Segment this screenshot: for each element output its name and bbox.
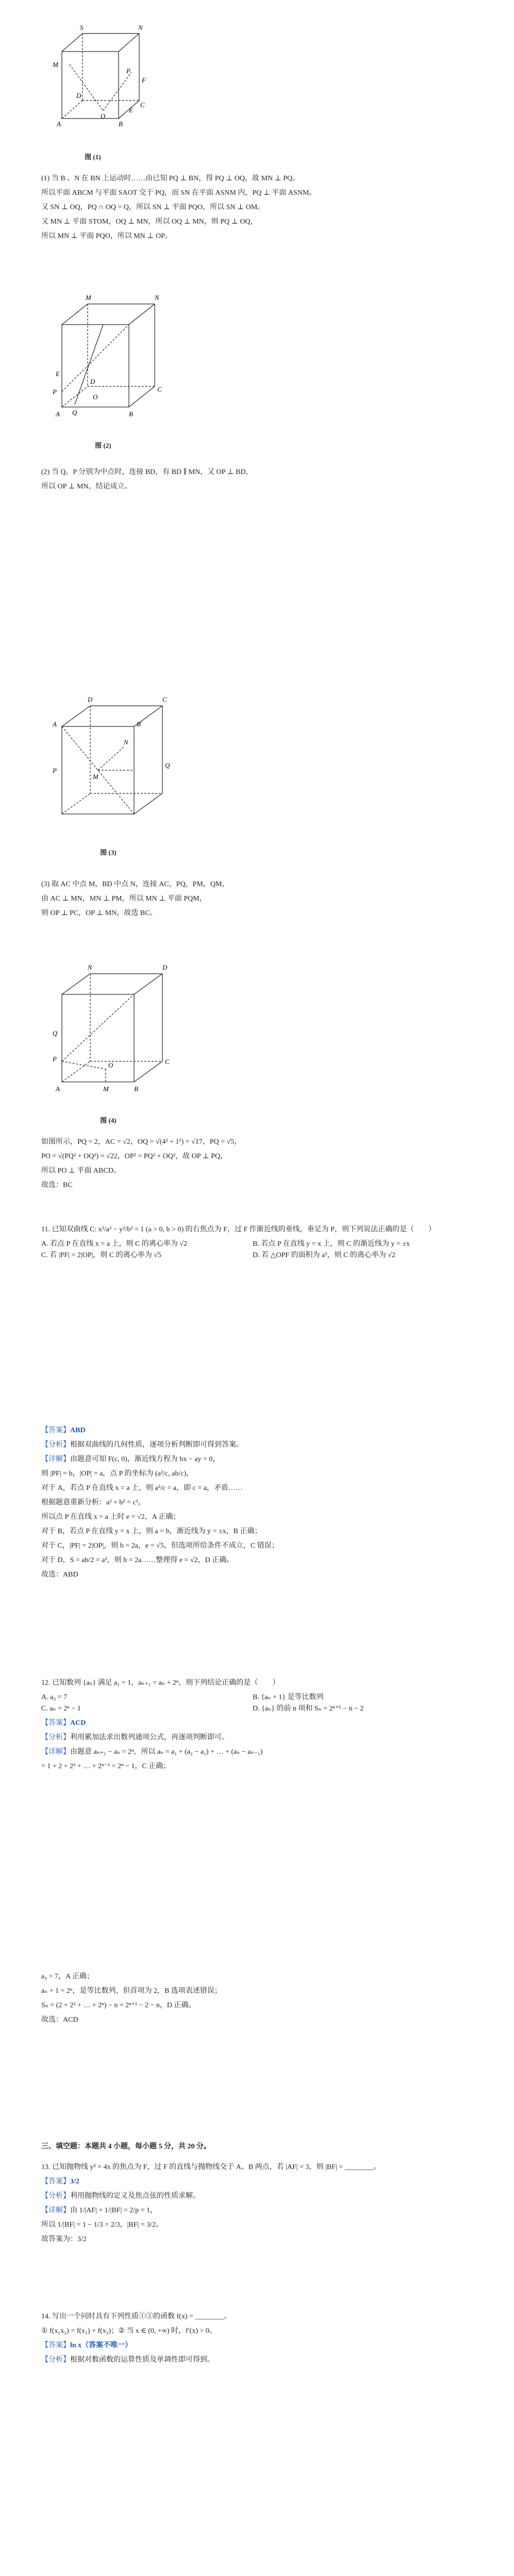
text-line: 又 MN ⊥ 平面 STOM，OQ ⊥ MN，所以 OQ ⊥ MN，则 PQ ⊥ OQ， [41, 218, 258, 226]
details-label: 【详解】 [41, 1455, 70, 1463]
question-11 [41, 1221, 474, 1261]
label-N: N [88, 963, 92, 971]
text-line: 所以 PO ⊥ 平面 ABCD。 [41, 1167, 121, 1175]
answer-value: 3/2 [70, 2178, 79, 2185]
label-E: E [56, 370, 60, 378]
cube-figure-3 [41, 690, 175, 845]
analysis-label: 【分析】 [41, 2192, 70, 2200]
details-text: 由 1/|AF| + 1/|BF| = 2/p = 1， [70, 2207, 158, 2214]
details-line: 对于 D，S = ab/2 = a²，则 b = 2a……整理得 e = √2，D 正确。 [41, 1556, 234, 1564]
details-line: 故选：ACD [41, 2016, 78, 2024]
figure-3 [41, 690, 474, 857]
cube-figure-4 [41, 958, 175, 1113]
analysis-label: 【分析】 [41, 1734, 70, 1741]
details-text: 由题意可知 F(c, 0)，渐近线方程为 bx − ay = 0， [70, 1455, 220, 1463]
details-line: 对于 A，若点 P 在直线 x = a 上，则 a²/c = a，即 c = a，矛盾…… [41, 1484, 243, 1492]
figure-2-caption: 图 (2) [95, 442, 111, 449]
label-O: O [108, 1061, 113, 1069]
label-A: A [56, 1085, 60, 1093]
figure-2 [41, 289, 474, 450]
label-M: M [86, 294, 91, 301]
details-line: 所以 1/|BF| = 1 − 1/3 = 2/3，|BF| = 3/2。 [41, 2221, 163, 2229]
option-d: D. {aₙ} 的前 n 项和 Sₙ = 2ⁿ⁺¹ − n − 2 [253, 1705, 364, 1713]
question-14 [41, 2308, 474, 2369]
details-text: 由题意 aₙ₊₁ − aₙ = 2ⁿ，所以 aₙ = a₁ + (a₂ − a₁) + … + (aₙ − aₙ₋₁) [70, 1748, 263, 1756]
label-B: B [137, 720, 141, 728]
question-13 [41, 2159, 474, 2248]
details-line: a₃ = 7，A 正确； [41, 1973, 94, 1980]
figure-1-caption: 图 (1) [85, 153, 101, 161]
figure-1 [41, 21, 474, 161]
analysis-label: 【分析】 [41, 2356, 70, 2364]
label-F: F [142, 76, 146, 84]
details-line: 故答案为：3/2 [41, 2235, 87, 2243]
label-A: A [53, 720, 57, 728]
label-C: C [140, 101, 145, 109]
label-A: A [56, 410, 60, 418]
label-D: D [90, 378, 95, 385]
details-line: 故选：ABD [41, 1571, 78, 1579]
analysis-text: 利用累加法求出数列通项公式，再逐项判断即可。 [70, 1734, 229, 1741]
solution-part-2 [41, 464, 474, 496]
details-label: 【详解】 [41, 1748, 70, 1756]
cube-figure-2 [41, 289, 165, 438]
label-B: B [129, 410, 133, 418]
label-P: P [126, 67, 130, 75]
details-line: 对于 C，|PF| = 2|OP|，则 b = 2a，e = √5，但选项所给条件不成立，C 错误； [41, 1542, 279, 1550]
text-line: (3) 取 AC 中点 M，BD 中点 N，连接 AC，PQ，PM，QM， [41, 880, 229, 888]
answer-label: 【答案】 [41, 2342, 70, 2349]
label-Q: Q [165, 761, 170, 769]
label-B: B [119, 120, 123, 128]
details-line: aₙ + 1 = 2ⁿ，是等比数列，但首项为 2，B 选项表述错误； [41, 1987, 222, 1995]
label-A: A [57, 120, 61, 128]
answer-11 [41, 1422, 474, 1584]
solution-part-1 [41, 170, 474, 245]
text-line: 又 SN ⊥ OQ，PQ ∩ OQ = Q，所以 SN ⊥ 平面 PQO，所以 SN ⊥ OM。 [41, 204, 265, 211]
question-stem: 12. 已知数列 {aₙ} 满足 a₁ = 1，aₙ₊₁ = aₙ + 2ⁿ，则下列结论正确的是（ ） [41, 1679, 280, 1687]
figure-4-caption: 图 (4) [100, 1116, 117, 1124]
question-stem: 14. 写出一个同时具有下列性质①②的函数 f(x) = ________。 [41, 2313, 231, 2320]
label-M: M [103, 1085, 109, 1093]
label-P: P [53, 767, 57, 774]
label-E: E [129, 106, 133, 114]
question-stem: 11. 已知双曲线 C: x²/a² − y²/b² = 1 (a > 0, b > 0) 的右焦点为 F，过 F 作渐近线的垂线，垂足为 P，则下列说法正确的是（ ） [41, 1226, 436, 1233]
text-line: 由 AC ⊥ MN，MN ⊥ PM，所以 MN ⊥ 平面 PQM， [41, 895, 207, 903]
details-line: 对于 B，若点 P 在直线 y = x 上，则 a = b，渐近线为 y = ±x，B 正确； [41, 1528, 262, 1535]
label-D: D [88, 696, 93, 703]
option-a: A. a₃ = 7 [41, 1693, 68, 1701]
answer-label: 【答案】 [41, 1427, 70, 1434]
section-heading: 三、填空题：本题共 4 小题，每小题 5 分，共 20 分。 [41, 2143, 211, 2150]
label-S: S [80, 24, 84, 31]
options [41, 1692, 474, 1715]
text-line: 则 OP ⊥ PC，OP ⊥ MN，故选 BC。 [41, 909, 157, 917]
label-O: O [93, 393, 98, 401]
label-D: D [76, 92, 81, 99]
question-12 [41, 1674, 474, 1775]
label-N: N [155, 294, 159, 301]
solution-part-3 [41, 876, 474, 922]
figure-3-caption: 图 (3) [100, 849, 117, 856]
analysis-text: 利用抛物线的定义及焦点弦的性质求解。 [70, 2192, 200, 2200]
option-d: D. 若 △OPF 的面积为 a²，则 C 的离心率为 √2 [253, 1251, 395, 1259]
cube-figure-1 [41, 21, 144, 149]
question-stem: 13. 已知抛物线 y² = 4x 的焦点为 F，过 F 的直线与抛物线交于 A、B 两点，若 |AF| = 3，则 |BF| = ________。 [41, 2163, 381, 2171]
option-a: A. 若点 P 在直线 x = a 上，则 C 的离心率为 √2 [41, 1240, 188, 1248]
text-line: (1) 当 B 、N 在 BN 上运动时……由已知 PQ ⊥ BN，得 PQ ⊥ OQ，故 MN ⊥ PQ。 [41, 175, 300, 182]
label-P: P [53, 1055, 57, 1063]
answer-value: ln x（答案不唯一） [70, 2342, 132, 2349]
label-M: M [53, 61, 58, 69]
text-line: 所以 OP ⊥ MN，结论成立。 [41, 483, 132, 490]
label-P: P [53, 388, 57, 396]
question-item: ① f(x₁x₂) = f(x₁) + f(x₂)；② 当 x ∈ (0, +∞) 时，f′(x) > 0。 [41, 2327, 217, 2335]
question-12-continued [41, 1968, 474, 2029]
details-line: 所以点 P 在直线 x = a 上时 e = √2，A 正确； [41, 1513, 180, 1521]
analysis-label: 【分析】 [41, 1441, 70, 1449]
section-3 [41, 2138, 474, 2156]
label-N: N [138, 24, 143, 31]
figure-4 [41, 958, 474, 1125]
option-c: C. 若 |PF| = 2|OP|，则 C 的离心率为 √5 [41, 1251, 161, 1259]
label-M: M [93, 773, 98, 781]
answer-value: ACD [70, 1719, 86, 1727]
text-line: 所以平面 ABCM 与平面 SAOT 交于 PQ，而 SN 在平面 ASNM 内，PQ ⊥ 平面 ASNM。 [41, 189, 317, 197]
text-line: (2) 当 Q、P 分别为中点时，连接 BD，有 BD ∥ MN，又 OP ⊥ BD， [41, 468, 253, 476]
option-b: B. 若点 P 在直线 y = x 上，则 C 的渐近线为 y = ±x [253, 1240, 410, 1248]
details-line: = 1 + 2 + 2² + … + 2ⁿ⁻¹ = 2ⁿ − 1，C 正确； [41, 1762, 171, 1770]
label-B: B [134, 1085, 138, 1093]
details-line: 根据题意重新分析：a² + b² = c²， [41, 1499, 145, 1506]
analysis-text: 根据双曲线的几何性质，逐项分析判断即可得到答案。 [70, 1441, 243, 1449]
option-b: B. {aₙ + 1} 是等比数列 [253, 1693, 324, 1701]
label-C: C [157, 385, 162, 393]
analysis-text: 根据对数函数的运算性质及单调性即可得到。 [70, 2356, 214, 2364]
text-line: 故选：BC [41, 1181, 73, 1189]
details-label: 【详解】 [41, 2207, 70, 2214]
solution-part-4 [41, 1133, 474, 1194]
details-line: 则 |PF| = b，|OP| = a，点 P 的坐标为 (a²/c, ab/c)， [41, 1470, 194, 1478]
label-Q: Q [72, 409, 77, 416]
text-line: PO = √(PQ² + OQ²) = √22，OP² = PQ² + OQ²，故 OP ⊥ PQ， [41, 1153, 228, 1160]
text-line: 所以 MN ⊥ 平面 PQO，所以 MN ⊥ OP。 [41, 232, 172, 240]
answer-label: 【答案】 [41, 2178, 70, 2185]
options [41, 1239, 474, 1261]
option-c: C. aₙ = 2ⁿ − 1 [41, 1705, 81, 1713]
answer-value: ABD [70, 1427, 86, 1434]
label-C: C [165, 1058, 170, 1065]
label-N: N [124, 738, 128, 746]
label-C: C [162, 696, 167, 703]
label-Q: Q [53, 1029, 58, 1037]
details-line: Sₙ = (2 + 2² + … + 2ⁿ) − n = 2ⁿ⁺¹ − 2 − n，D 正确。 [41, 2002, 196, 2009]
answer-label: 【答案】 [41, 1719, 70, 1727]
text-line: 如图所示，PQ = 2，AC = √2，OQ = √(4² + 1²) = √17，PQ = √5， [41, 1138, 242, 1146]
label-D: D [162, 963, 168, 971]
label-O: O [101, 112, 106, 120]
